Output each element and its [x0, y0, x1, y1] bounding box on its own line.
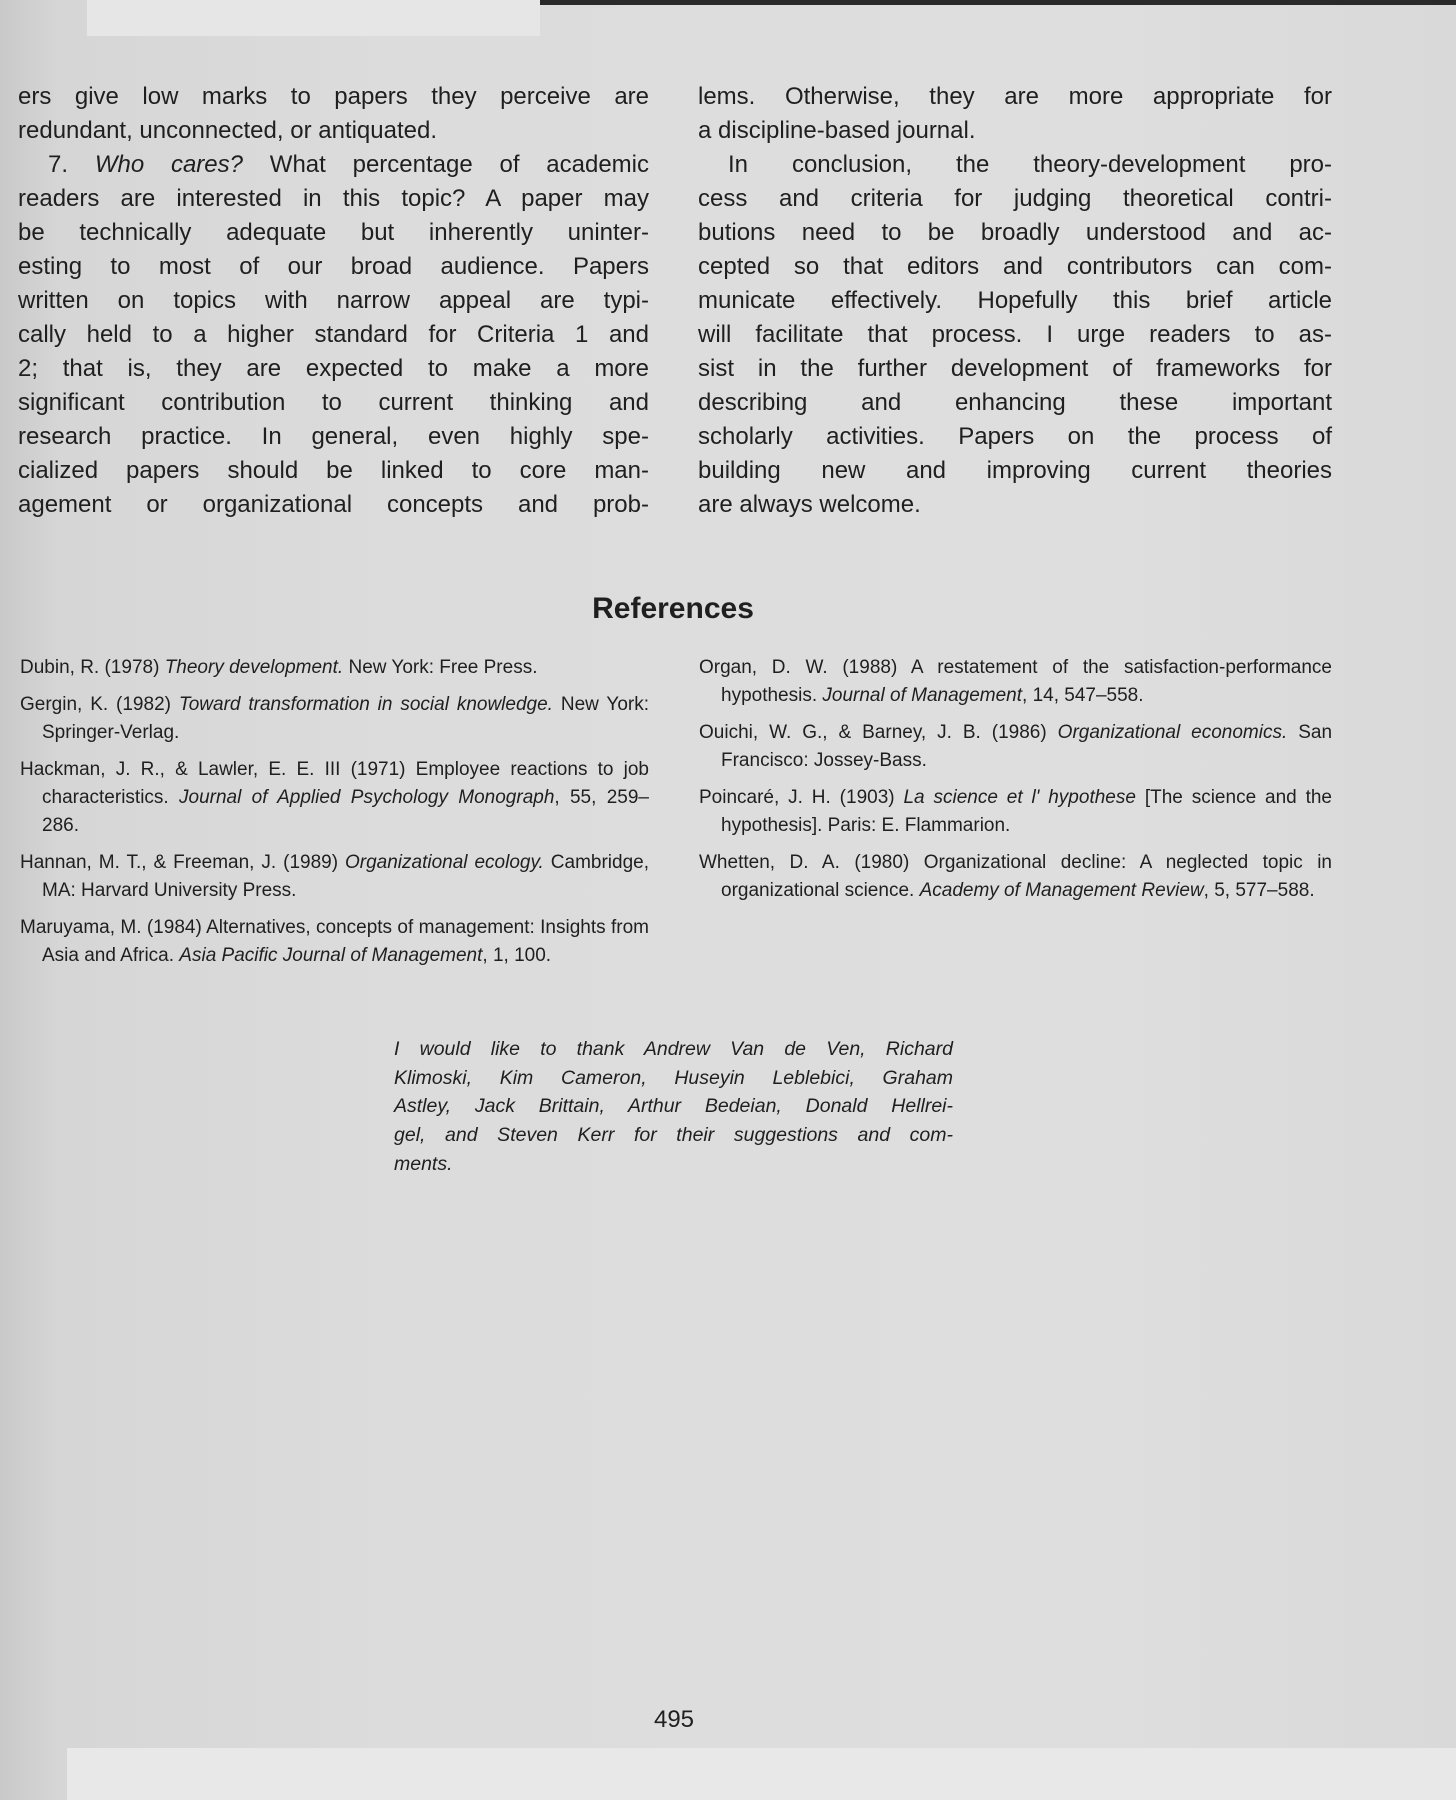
text-line: readers are interested in this topic? A paper may [18, 185, 649, 212]
references-heading: References [592, 592, 754, 625]
body-column-right [698, 80, 1332, 522]
text-line: building new and improving current theories [698, 457, 1332, 484]
reference-title: La science et l' hypothese [903, 787, 1136, 808]
reference-text: San Francisco: Jossey-Bass. [721, 722, 1333, 771]
reference-text: Dubin, R. (1978) [20, 657, 165, 678]
text-line: be technically adequate but inherently uninter- [18, 219, 649, 246]
reference-title: Academy of Management Review [919, 880, 1204, 901]
reference-text: [The science and the hypothesis]. Paris: E. Flammarion. [721, 787, 1333, 836]
text-line [18, 148, 649, 182]
text-line: 2; that is, they are expected to make a more [18, 355, 649, 382]
text-line: describing and enhancing these important [698, 389, 1332, 416]
reference-entry [20, 849, 649, 905]
reference-text: New York: Free Press. [343, 657, 538, 678]
text-line: will facilitate that process. I urge readers to as- [698, 321, 1332, 348]
reference-text: Whetten, D. A. (1980) Organizational decline: A neglected topic in organizational science. [699, 852, 1332, 901]
reference-entry [699, 719, 1332, 775]
body-column-left [18, 80, 649, 522]
text-segment: 7. [48, 151, 95, 178]
text-line: ers give low marks to papers they perceive are [18, 83, 649, 110]
text-line: redundant, unconnected, or antiquated. [18, 117, 437, 144]
reference-text: Hackman, J. R., & Lawler, E. E. III (1971) Employee reactions to job characteristics. [20, 759, 649, 808]
reference-entry [699, 654, 1332, 710]
reference-entry [20, 654, 649, 682]
references-left-column [20, 654, 649, 979]
reference-entry [20, 756, 649, 840]
text-line: sist in the further development of frameworks for [698, 355, 1332, 382]
reference-title: Journal of Management [822, 685, 1023, 706]
text-line: scholarly activities. Papers on the process of [698, 423, 1332, 450]
text-line: gel, and Steven Kerr for their suggestions and com- [394, 1124, 953, 1147]
text-line: research practice. In general, even highly spe- [18, 423, 649, 450]
text-line: I would like to thank Andrew Van de Ven, Richard [394, 1038, 953, 1060]
text-line: cialized papers should be linked to core man- [18, 457, 649, 484]
reference-entry [20, 691, 649, 747]
text-line: cepted so that editors and contributors can com- [698, 253, 1332, 280]
reference-text: New York: Springer-Verlag. [42, 694, 649, 743]
text-line: written on topics with narrow appeal are typi- [18, 287, 649, 314]
reference-title: Organizational ecology. [345, 852, 544, 873]
reference-text: Gergin, K. (1982) [20, 694, 179, 715]
reference-entry [699, 784, 1332, 840]
text-line: Klimoski, Kim Cameron, Huseyin Leblebici, Graham [394, 1066, 953, 1089]
text-line: municate effectively. Hopefully this brief article [698, 287, 1332, 314]
reference-text: , 5, 577–588. [1203, 880, 1315, 901]
text-line: are always welcome. [698, 491, 921, 518]
text-line: butions need to be broadly understood and ac- [698, 219, 1332, 246]
reference-text: , 55, 259–286. [42, 787, 649, 836]
reference-text: Ouichi, W. G., & Barney, J. B. (1986) [699, 722, 1058, 743]
reference-text: Poincaré, J. H. (1903) [699, 787, 904, 808]
page-number: 495 [653, 1706, 695, 1733]
reference-title: Toward transformation in social knowledge. [178, 694, 553, 715]
reference-text: Cambridge, MA: Harvard University Press. [42, 852, 649, 901]
scan-edge-top-dark [540, 0, 1456, 5]
reference-title: Journal of Applied Psychology Monograph [179, 787, 555, 808]
text-line: Astley, Jack Brittain, Arthur Bedeian, Donald Hellrei- [394, 1095, 953, 1118]
reference-text: , 14, 547–558. [1022, 685, 1144, 706]
scan-edge-bottom [67, 1748, 1456, 1800]
text-line: lems. Otherwise, they are more appropriate for [698, 83, 1332, 110]
reference-text: , 1, 100. [482, 945, 552, 966]
text-line: agement or organizational concepts and prob- [18, 491, 649, 518]
text-line: cess and criteria for judging theoretical contri- [698, 185, 1332, 212]
text-line: In conclusion, the theory-development pro- [728, 151, 1332, 178]
reference-text: Maruyama, M. (1984) Alternatives, concepts of management: Insights from Asia and Africa. [20, 917, 649, 966]
acknowledgement [394, 1035, 953, 1179]
reference-entry [20, 914, 649, 970]
text-line: significant contribution to current thinking and [18, 389, 649, 416]
reference-title: Organizational economics. [1057, 722, 1288, 743]
references-right-column [699, 654, 1332, 914]
reference-text: Hannan, M. T., & Freeman, J. (1989) [20, 852, 345, 873]
reference-title: Theory development. [164, 657, 344, 678]
scan-edge-top-left [87, 0, 540, 36]
italic-text-segment: Who cares? [94, 151, 243, 178]
text-segment: What percentage of academic [243, 151, 650, 178]
reference-entry [699, 849, 1332, 905]
text-line: ments. [394, 1152, 453, 1175]
text-line: esting to most of our broad audience. Papers [18, 253, 649, 280]
text-line: a discipline-based journal. [698, 117, 976, 144]
reference-text: Organ, D. W. (1988) A restatement of the satisfaction-performance hypothesis. [699, 657, 1332, 706]
reference-title: Asia Pacific Journal of Management [179, 945, 483, 966]
text-line: cally held to a higher standard for Criteria 1 and [18, 321, 649, 348]
